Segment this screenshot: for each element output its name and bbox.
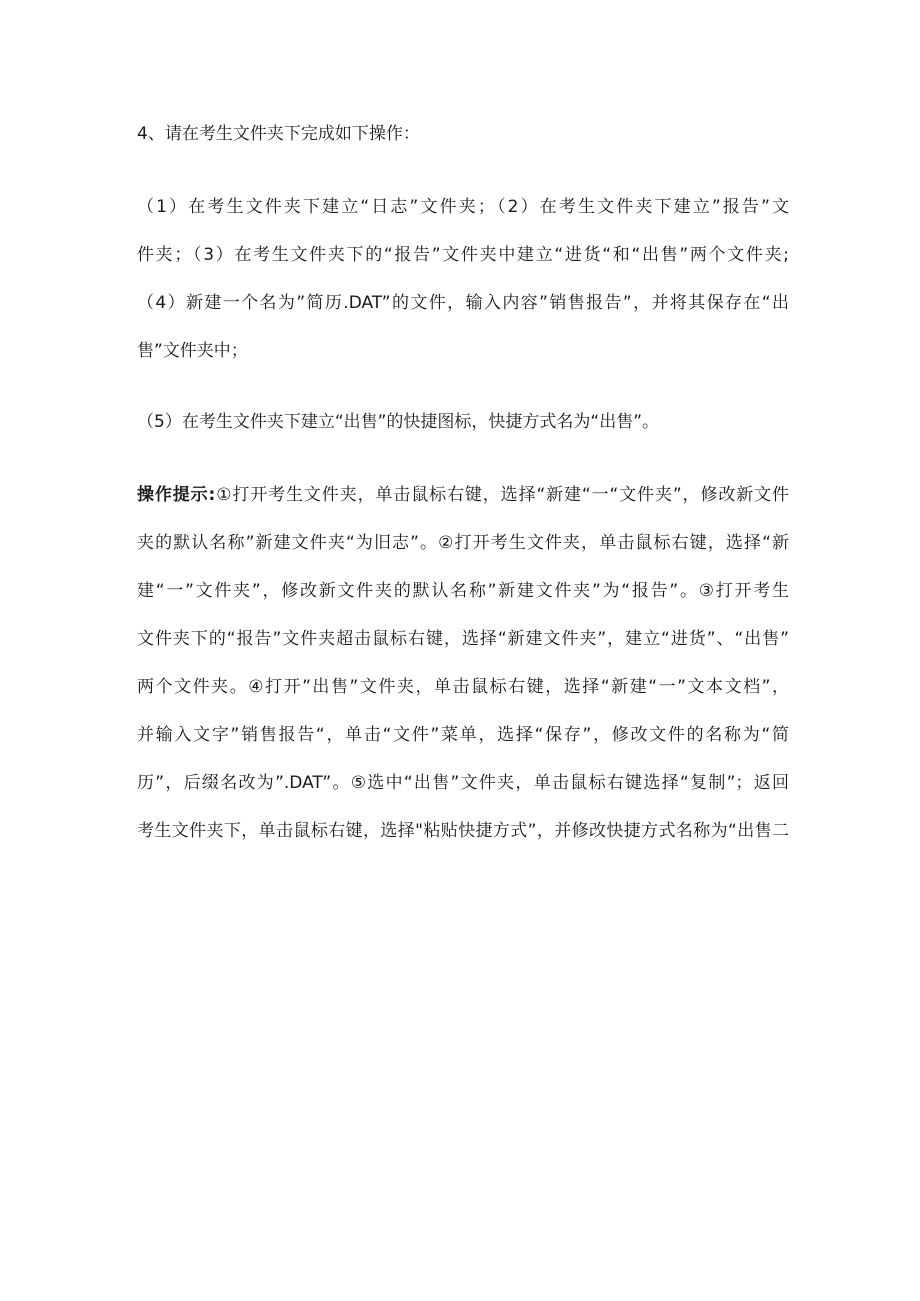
hint-line-5: 两个文件夹。④打开”出售”文件夹，单击鼠标右键，选择“新建“一”文本文档”，: [137, 677, 789, 697]
question-title: 4、请在考生文件夹下完成如下操作：: [137, 124, 420, 144]
task-line-2: 件夹；（3）在考生文件夹下的“报告”文件夹中建立“进货“和“出售”两个文件夹;: [137, 245, 789, 265]
task-5-line: （5）在考生文件夹下建立“出售”的快捷图标，快捷方式名为“出售”。: [137, 412, 660, 432]
task-line-3: （4）新建一个名为”简历.DAT”的文件，输入内容”销售报告”，并将其保存在“出: [137, 293, 789, 313]
hint-line-1-text: ①打开考生文件夹，单击鼠标右键，选择“新建“一“文件夹”，修改新文件: [215, 485, 789, 505]
hint-line-8: 考生文件夹下，单击鼠标右键，选择"粘贴快捷方式”，并修改快捷方式名称为“出售二: [137, 821, 789, 841]
hint-line-7: 历”，后缀名改为”.DAT”。⑤选中“出售”文件夹，单击鼠标右键选择“复制”；返回: [137, 773, 789, 793]
hint-line-2: 夹的默认名称”新建文件夹“为旧志”。②打开考生文件夹，单击鼠标右键，选择“新: [137, 533, 789, 553]
task-line-1: （1）在考生文件夹下建立“日志”文件夹；（2）在考生文件夹下建立”报告”文: [137, 197, 789, 217]
hint-line-3: 建“一”文件夹”，修改新文件夹的默认名称”新建文件夹”为“报告”。③打开考生: [137, 581, 789, 601]
hint-line-4: 文件夹下的“报告”文件夹超击鼠标右键，选择“新建文件夹”，建立“进货”、“出售”: [137, 629, 789, 649]
hint-line-1: [137, 483, 789, 507]
task-line-4: 售”文件夹中；: [137, 341, 248, 361]
hint-line-6: 并输入文字”销售报告“，单击“文件”菜单，选择“保存”，修改文件的名称为“简: [137, 725, 789, 745]
hint-label: 操作提示:: [137, 485, 216, 505]
